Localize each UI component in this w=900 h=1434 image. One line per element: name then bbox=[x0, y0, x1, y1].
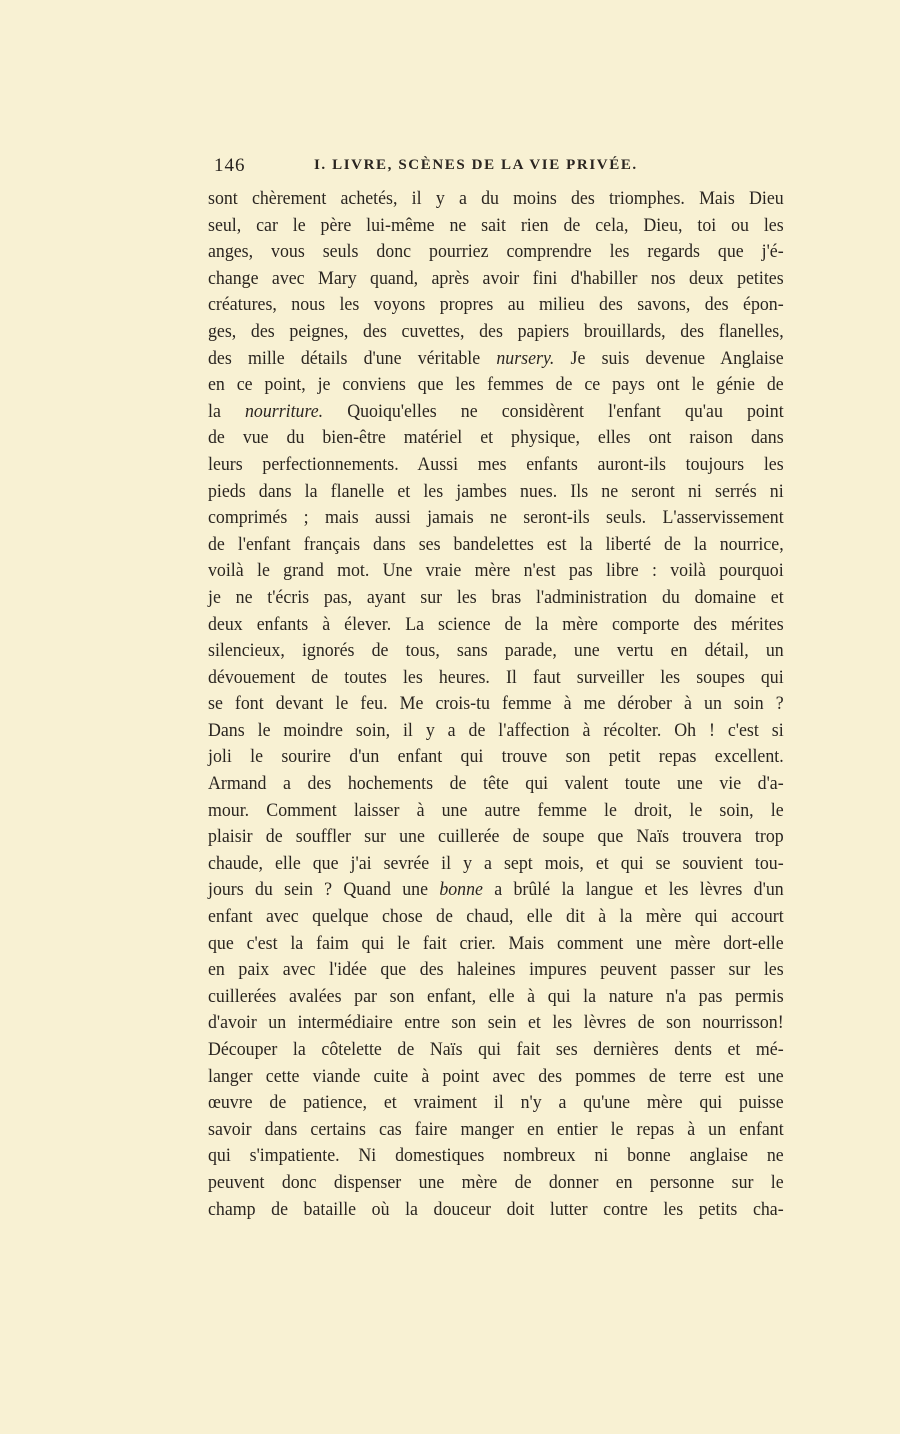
text-line bbox=[208, 452, 784, 479]
text-line bbox=[208, 904, 784, 931]
text-line bbox=[208, 931, 784, 958]
line-text: plaisir de souffler sur une cuillerée de soupe que Naïs trouvera trop bbox=[208, 826, 784, 848]
line-text: deux enfants à élever. La science de la mère comporte des mérites bbox=[208, 613, 784, 635]
text-line bbox=[208, 798, 784, 825]
line-text: en ce point, je conviens que les femmes de ce pays ont le génie de bbox=[208, 374, 784, 396]
text-line bbox=[208, 877, 784, 904]
text-line bbox=[208, 292, 784, 319]
line-text: qui s'impatiente. Ni domestiques nombreux ni bonne anglaise ne bbox=[208, 1145, 784, 1167]
line-text: Armand a des hochements de tête qui valent toute une vie d'a- bbox=[208, 773, 784, 795]
text-line bbox=[208, 665, 784, 692]
line-text: que c'est la faim qui le fait crier. Mais comment une mère dort-elle bbox=[208, 932, 784, 954]
text-line bbox=[208, 319, 784, 346]
line-text: joli le sourire d'un enfant qui trouve son petit repas excellent. bbox=[208, 746, 784, 768]
line-text: dévouement de toutes les heures. Il faut surveiller les soupes qui bbox=[208, 666, 784, 688]
line-text: créatures, nous les voyons propres au milieu des savons, des épon- bbox=[208, 294, 784, 316]
line-text: des mille détails d'une véritable bbox=[208, 347, 497, 369]
line-text: chaude, elle que j'ai sevrée il y a sept mois, et qui se souvient tou- bbox=[208, 852, 784, 874]
text-line bbox=[208, 213, 784, 240]
text-line bbox=[208, 638, 784, 665]
line-text: jours du sein ? Quand une bbox=[208, 879, 440, 901]
text-line bbox=[208, 1197, 784, 1224]
line-text: je ne t'écris pas, ayant sur les bras l'administration du domaine et bbox=[208, 586, 784, 608]
line-text: en paix avec l'idée que des haleines impures peuvent passer sur les bbox=[208, 959, 784, 981]
text-line bbox=[208, 1090, 784, 1117]
line-text: la bbox=[208, 400, 245, 422]
text-line bbox=[208, 1117, 784, 1144]
line-text: enfant avec quelque chose de chaud, elle dit à la mère qui accourt bbox=[208, 906, 784, 928]
line-text: se font devant le feu. Me crois-tu femme à me dérober à un soin ? bbox=[208, 693, 784, 715]
line-text: peuvent donc dispenser une mère de donner en personne sur le bbox=[208, 1171, 784, 1193]
line-text: Dans le moindre soin, il y a de l'affection à récolter. Oh ! c'est si bbox=[208, 719, 784, 741]
body-text bbox=[208, 186, 784, 1223]
italic-term: nourriture. bbox=[244, 400, 324, 422]
line-text: anges, vous seuls donc pourriez comprendre les regards que j'é- bbox=[208, 241, 784, 263]
text-line bbox=[208, 372, 784, 399]
line-text: a brûlé la langue et les lèvres d'un bbox=[482, 879, 784, 901]
line-text: mour. Comment laisser à une autre femme le droit, le soin, le bbox=[208, 799, 784, 821]
line-text: savoir dans certains cas faire manger en entier le repas à un enfant bbox=[208, 1118, 784, 1140]
line-text: langer cette viande cuite à point avec des pommes de terre est une bbox=[208, 1065, 784, 1087]
line-text: de l'enfant français dans ses bandelettes est la liberté de la nourrice, bbox=[208, 533, 784, 555]
line-text: d'avoir un intermédiaire entre son sein et les lèvres de son nourrisson! bbox=[208, 1012, 784, 1034]
line-text: seul, car le père lui-même ne sait rien de cela, Dieu, toi ou les bbox=[208, 214, 784, 236]
line-text: œuvre de patience, et vraiment il n'y a qu'une mère qui puisse bbox=[208, 1092, 784, 1114]
text-line bbox=[208, 1010, 784, 1037]
text-line bbox=[208, 425, 784, 452]
line-text: ges, des peignes, des cuvettes, des papiers brouillards, des flanelles, bbox=[208, 320, 784, 342]
line-text: voilà le grand mot. Une vraie mère n'est pas libre : voilà pourquoi bbox=[208, 560, 784, 582]
text-line bbox=[208, 1170, 784, 1197]
running-header bbox=[210, 155, 784, 181]
line-text: leurs perfectionnements. Aussi mes enfants auront-ils toujours les bbox=[208, 453, 784, 475]
line-text: comprimés ; mais aussi jamais ne seront-ils seuls. L'asservissement bbox=[208, 507, 784, 529]
text-line bbox=[208, 612, 784, 639]
text-line bbox=[208, 186, 784, 213]
text-line bbox=[208, 558, 784, 585]
text-line bbox=[208, 718, 784, 745]
line-text: Découper la côtelette de Naïs qui fait ses dernières dents et mé- bbox=[208, 1039, 784, 1060]
line-text: change avec Mary quand, après avoir fini d'habiller nos deux petites bbox=[208, 267, 784, 289]
italic-term: nursery. bbox=[496, 347, 555, 369]
text-line bbox=[208, 505, 784, 532]
text-line bbox=[208, 851, 784, 878]
text-line bbox=[208, 1143, 784, 1170]
text-line bbox=[208, 1037, 784, 1064]
text-line bbox=[208, 1064, 784, 1091]
line-text: sont chèrement achetés, il y a du moins des triomphes. Mais Dieu bbox=[208, 188, 784, 209]
text-line bbox=[208, 479, 784, 506]
running-title: I. LIVRE, SCÈNES DE LA VIE PRIVÉE. bbox=[314, 157, 638, 173]
text-line bbox=[208, 346, 784, 373]
line-text: Je suis devenue Anglaise bbox=[554, 347, 784, 369]
text-line bbox=[208, 744, 784, 771]
text-line bbox=[208, 532, 784, 559]
text-line bbox=[208, 984, 784, 1011]
text-line bbox=[208, 957, 784, 984]
text-line bbox=[208, 399, 784, 426]
text-line bbox=[208, 824, 784, 851]
line-text: de vue du bien-être matériel et physique, elles ont raison dans bbox=[208, 427, 784, 449]
text-line bbox=[208, 585, 784, 612]
line-text: pieds dans la flanelle et les jambes nues. Ils ne seront ni serrés ni bbox=[208, 480, 784, 502]
line-text: silencieux, ignorés de tous, sans parade, une vertu en détail, un bbox=[208, 640, 784, 662]
text-line bbox=[208, 691, 784, 718]
line-text: Quoiqu'elles ne considèrent l'enfant qu'au point bbox=[323, 400, 784, 422]
text-line bbox=[208, 239, 784, 266]
italic-term: bonne bbox=[439, 879, 483, 901]
line-text: champ de bataille où la douceur doit lutter contre les petits cha- bbox=[208, 1198, 784, 1220]
text-line bbox=[208, 266, 784, 293]
line-text: cuillerées avalées par son enfant, elle à qui la nature n'a pas permis bbox=[208, 985, 784, 1007]
page-number: 146 bbox=[214, 155, 246, 176]
text-line bbox=[208, 771, 784, 798]
